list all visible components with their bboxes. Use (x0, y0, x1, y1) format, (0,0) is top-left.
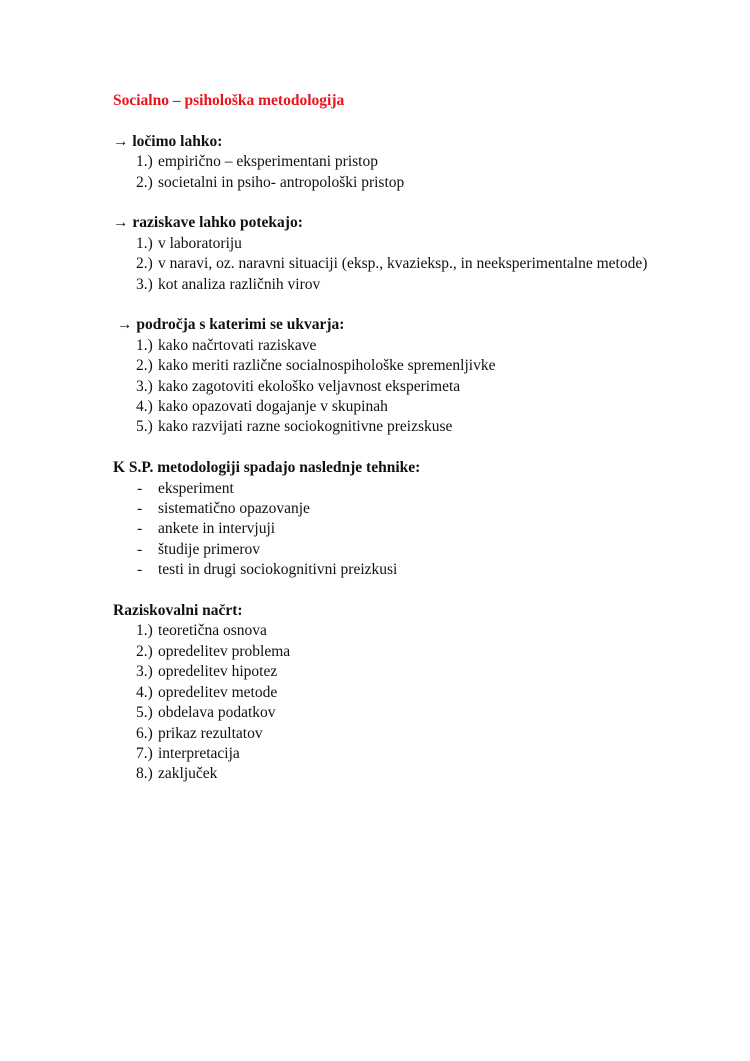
list-item: 1.) empirično – eksperimentani pristop (136, 153, 378, 171)
list-item: 2.) v naravi, oz. naravni situaciji (eksp., kvazieksp., in neeksperimentalne metode) (136, 255, 648, 273)
list-item: 2.) opredelitev problema (136, 642, 291, 660)
list-item: 3.) kako zagotoviti ekološko veljavnost eksperimeta (136, 377, 461, 395)
arrow-right-icon: → (113, 132, 129, 150)
list-item: - testi in drugi sociokognitivni preizkusi (137, 561, 398, 579)
list-item: - sistematično opazovanje (137, 500, 310, 518)
section-heading: → raziskave lahko potekajo: (113, 214, 303, 232)
section-heading: → področja s katerimi se ukvarja: (117, 316, 345, 334)
list-item: 1.) kako načrtovati raziskave (136, 336, 317, 354)
list-item: 8.) zaključek (136, 765, 218, 783)
list-item: - študije primerov (137, 540, 261, 558)
list-item: 6.) prikaz rezultatov (136, 724, 263, 742)
section-heading: K S.P. metodologiji spadajo naslednje tehnike: (113, 459, 421, 477)
list-item: 7.) interpretacija (136, 744, 240, 762)
list-item: 1.) teoretična osnova (136, 622, 267, 640)
arrow-right-icon: → (117, 316, 133, 334)
section-heading: → ločimo lahko: (113, 132, 223, 150)
list-item: 1.) v laboratoriju (136, 234, 242, 252)
list-item: - ankete in intervjuji (137, 520, 276, 538)
list-item: 3.) kot analiza različnih virov (136, 275, 321, 293)
arrow-right-icon: → (113, 214, 129, 232)
list-item: 5.) kako razvijati razne sociokognitivne preizskuse (136, 418, 453, 436)
list-item: 4.) kako opazovati dogajanje v skupinah (136, 398, 388, 416)
list-item: 5.) obdelava podatkov (136, 704, 276, 722)
document-page (113, 91, 653, 785)
list-item: 2.) societalni in psiho- antropološki pristop (136, 173, 405, 191)
document-title: Socialno – psihološka metodologija (113, 92, 345, 109)
list-item: - eksperiment (137, 479, 234, 497)
list-item: 3.) opredelitev hipotez (136, 663, 278, 681)
list-item: 4.) opredelitev metode (136, 683, 278, 701)
list-item: 2.) kako meriti različne socialnospihološke spremenljivke (136, 357, 496, 375)
section-heading: Raziskovalni načrt: (113, 602, 243, 620)
